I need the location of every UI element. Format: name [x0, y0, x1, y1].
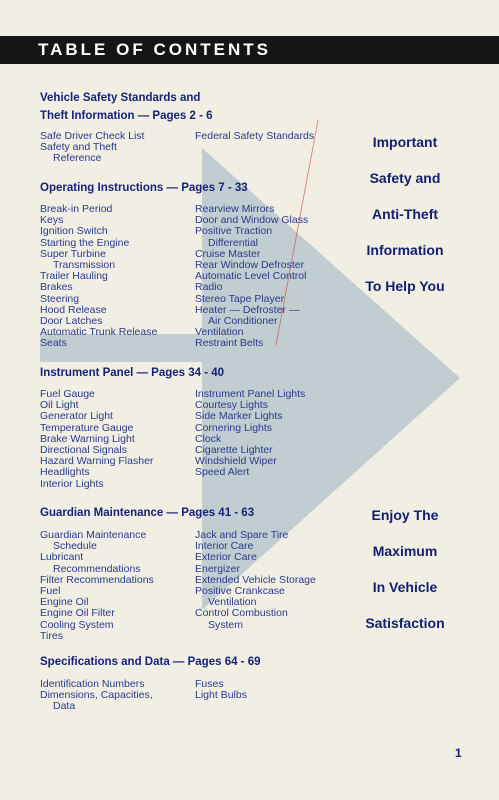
- list-item: Safe Driver Check List: [40, 130, 145, 142]
- section-title-instrument-panel: Instrument Panel — Pages 34 - 40: [40, 367, 225, 379]
- list-item: Speed Alert: [195, 466, 250, 479]
- section-specifications-right: [195, 679, 247, 701]
- list-item: Instrument Panel Lights: [195, 388, 306, 400]
- list-item: Break-in Period: [40, 203, 113, 215]
- list-item: Stereo Tape Player: [195, 292, 285, 305]
- section-vehicle-safety-left: [40, 131, 144, 165]
- list-item: Generator Light: [40, 410, 113, 423]
- section-guardian-left: [40, 530, 154, 642]
- list-item: Fuel: [40, 584, 61, 597]
- list-item: Ignition Switch: [40, 225, 108, 238]
- list-item: Identification Numbers: [40, 678, 145, 690]
- list-item: Fuses: [195, 678, 224, 690]
- list-item: Starting the Engine: [40, 236, 130, 249]
- list-item: Positive Crankcase: [195, 584, 285, 597]
- list-item: Hood Release: [40, 303, 107, 316]
- list-item: Cooling System: [40, 618, 114, 631]
- list-item: Restraint Belts: [195, 337, 264, 350]
- callout-line: Maximum: [372, 543, 438, 559]
- list-item: Steering: [40, 292, 80, 305]
- list-item: Ventilation: [208, 596, 257, 609]
- list-item: Door Latches: [40, 314, 103, 327]
- list-item: Oil Light: [40, 399, 79, 412]
- list-item: Rear Window Defroster: [195, 258, 305, 271]
- section-title-guardian: Guardian Maintenance — Pages 41 - 63: [40, 507, 255, 519]
- list-item: Heater — Defroster —: [195, 303, 300, 316]
- callout-line: Enjoy The: [371, 507, 439, 523]
- section-title-operating: Operating Instructions — Pages 7 - 33: [40, 182, 248, 194]
- section-title-line: Theft Information — Pages 2 - 6: [40, 110, 213, 122]
- section-instrument-right: [195, 389, 305, 479]
- list-item: Reference: [53, 152, 102, 165]
- section-guardian-right: [195, 530, 316, 631]
- list-item: Rearview Mirrors: [195, 203, 275, 215]
- list-item: Air Conditioner: [208, 314, 278, 327]
- section-operating-left: [40, 204, 157, 349]
- callout-line: Important: [372, 134, 438, 150]
- list-item: Brake Warning Light: [40, 432, 135, 445]
- callout-line: Information: [366, 242, 444, 258]
- list-item: Extended Vehicle Storage: [195, 573, 316, 586]
- list-item: Temperature Gauge: [40, 421, 134, 434]
- list-item: Schedule: [53, 540, 97, 553]
- list-item: Radio: [195, 281, 223, 294]
- callout-line: Anti-Theft: [371, 206, 439, 222]
- list-item: Control Combustion: [195, 607, 288, 620]
- callout-satisfaction: [340, 497, 470, 641]
- section-title-line: Vehicle Safety Standards and: [40, 92, 201, 104]
- list-item: Super Turbine: [40, 247, 106, 260]
- section-specifications-left: [40, 679, 153, 713]
- list-item: Engine Oil Filter: [40, 607, 115, 620]
- list-item: Clock: [195, 432, 222, 445]
- section-instrument-left: [40, 389, 153, 490]
- list-item: Jack and Spare Tire: [195, 529, 289, 541]
- list-item: Ventilation: [195, 326, 244, 339]
- list-item: Trailer Hauling: [40, 270, 108, 283]
- list-item: Differential: [208, 236, 258, 249]
- page-number: 1: [455, 746, 462, 760]
- list-item: Windshield Wiper: [195, 455, 277, 468]
- list-item: Exterior Care: [195, 551, 257, 564]
- page-title: TABLE OF CONTENTS: [38, 40, 271, 59]
- list-item: Filter Recommendations: [40, 573, 154, 586]
- list-item: Transmission: [53, 258, 116, 271]
- list-item: System: [208, 618, 244, 631]
- callout-line: To Help You: [365, 278, 445, 294]
- list-item: Cornering Lights: [195, 421, 273, 434]
- list-item: Automatic Level Control: [195, 270, 307, 283]
- list-item: Tires: [40, 629, 63, 642]
- list-item: Guardian Maintenance: [40, 529, 147, 541]
- list-item: Directional Signals: [40, 443, 127, 456]
- section-operating-right: [195, 204, 308, 349]
- list-item: Fuel Gauge: [40, 388, 95, 400]
- list-item: Seats: [40, 337, 67, 350]
- list-item: Keys: [40, 214, 64, 227]
- list-item: Side Marker Lights: [195, 410, 283, 423]
- list-item: Positive Traction: [195, 225, 273, 238]
- list-item: Door and Window Glass: [195, 214, 309, 227]
- list-item: Brakes: [40, 281, 73, 294]
- list-item: Data: [53, 700, 76, 713]
- list-item: Recommendations: [53, 562, 141, 575]
- section-vehicle-safety-right: [195, 131, 314, 142]
- list-item: Federal Safety Standards: [195, 130, 315, 142]
- header-bar: [0, 36, 499, 64]
- list-item: Lubricant: [40, 551, 84, 564]
- section-title-vehicle-safety: [40, 90, 213, 124]
- list-item: Cigarette Lighter: [195, 443, 273, 456]
- callout-line: In Vehicle: [372, 579, 438, 595]
- list-item: Cruise Master: [195, 247, 261, 260]
- list-item: Light Bulbs: [195, 689, 247, 702]
- list-item: Hazard Warning Flasher: [40, 455, 154, 468]
- list-item: Energizer: [195, 562, 240, 575]
- list-item: Automatic Trunk Release: [40, 326, 158, 339]
- list-item: Courtesy Lights: [195, 399, 268, 412]
- list-item: Engine Oil: [40, 596, 89, 609]
- list-item: Interior Care: [195, 540, 254, 553]
- callout-line: Satisfaction: [365, 615, 445, 631]
- callout-safety-info: [340, 124, 470, 304]
- list-item: Headlights: [40, 466, 90, 479]
- list-item: Safety and Theft: [40, 141, 117, 154]
- callout-line: Safety and: [369, 170, 441, 186]
- list-item: Interior Lights: [40, 477, 104, 490]
- section-title-specifications: Specifications and Data — Pages 64 - 69: [40, 656, 261, 668]
- list-item: Dimensions, Capacities,: [40, 689, 153, 702]
